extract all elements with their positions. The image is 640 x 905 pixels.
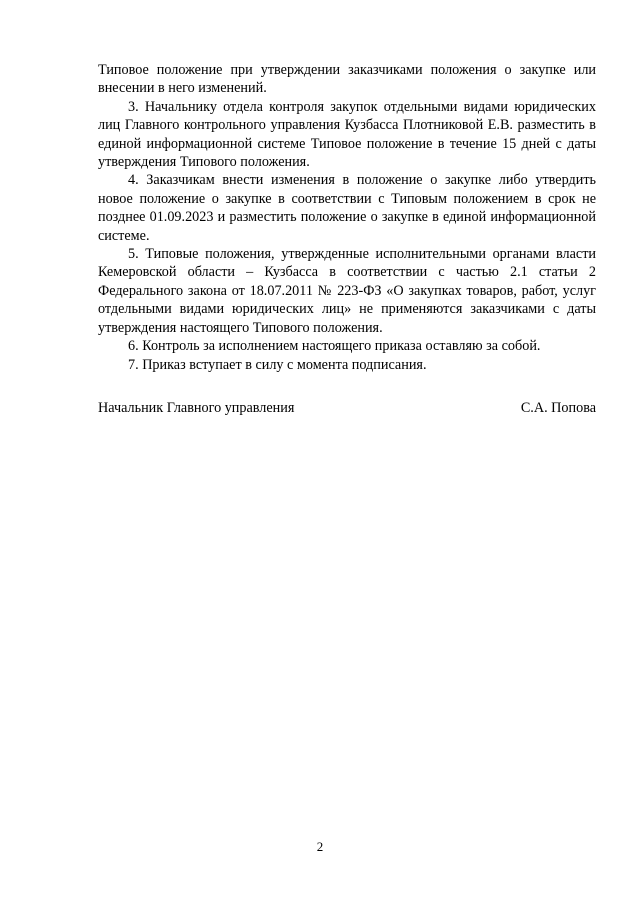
document-body (98, 61, 596, 374)
paragraph-item-5: 5. Типовые положения, утвержденные исполнительными органами власти Кемеровской области – Кузбасса в соответствии с частью 2.1 статьи 2 Федерального закона от 18.07.2011 № 223-ФЗ «О закупках товаров, работ, услуг отдельными видами юридических лиц» не применяются заказчиками с даты утверждения настоящего Типового положения. (98, 246, 596, 336)
signature-block (98, 399, 596, 417)
paragraph-item-3: 3. Начальнику отдела контроля закупок отдельными видами юридических лиц Главного контрольного управления Кузбасса Плотниковой Е.В. разместить в единой информационной системе Типовое положение в течение 15 дней с даты утверждения Типового положения. (98, 98, 596, 171)
paragraph-item-7: 7. Приказ вступает в силу с момента подписания. (128, 356, 427, 373)
paragraph-continuation: Типовое положение при утверждении заказчиками положения о закупке или внесении в него изменений. (98, 62, 596, 97)
signatory-position: Начальник Главного управления (98, 400, 295, 416)
paragraph-item-4: 4. Заказчикам внести изменения в положение о закупке либо утвердить новое положение о закупке в соответствии с Типовым положением в срок не позднее 01.09.2023 и разместить положение о закупке в единой информационной системе. (98, 172, 596, 244)
paragraph-item-6: 6. Контроль за исполнением настоящего приказа оставляю за собой. (128, 338, 541, 355)
signatory-name: С.А. Попова (520, 400, 596, 416)
page-number: 2 (316, 839, 324, 854)
